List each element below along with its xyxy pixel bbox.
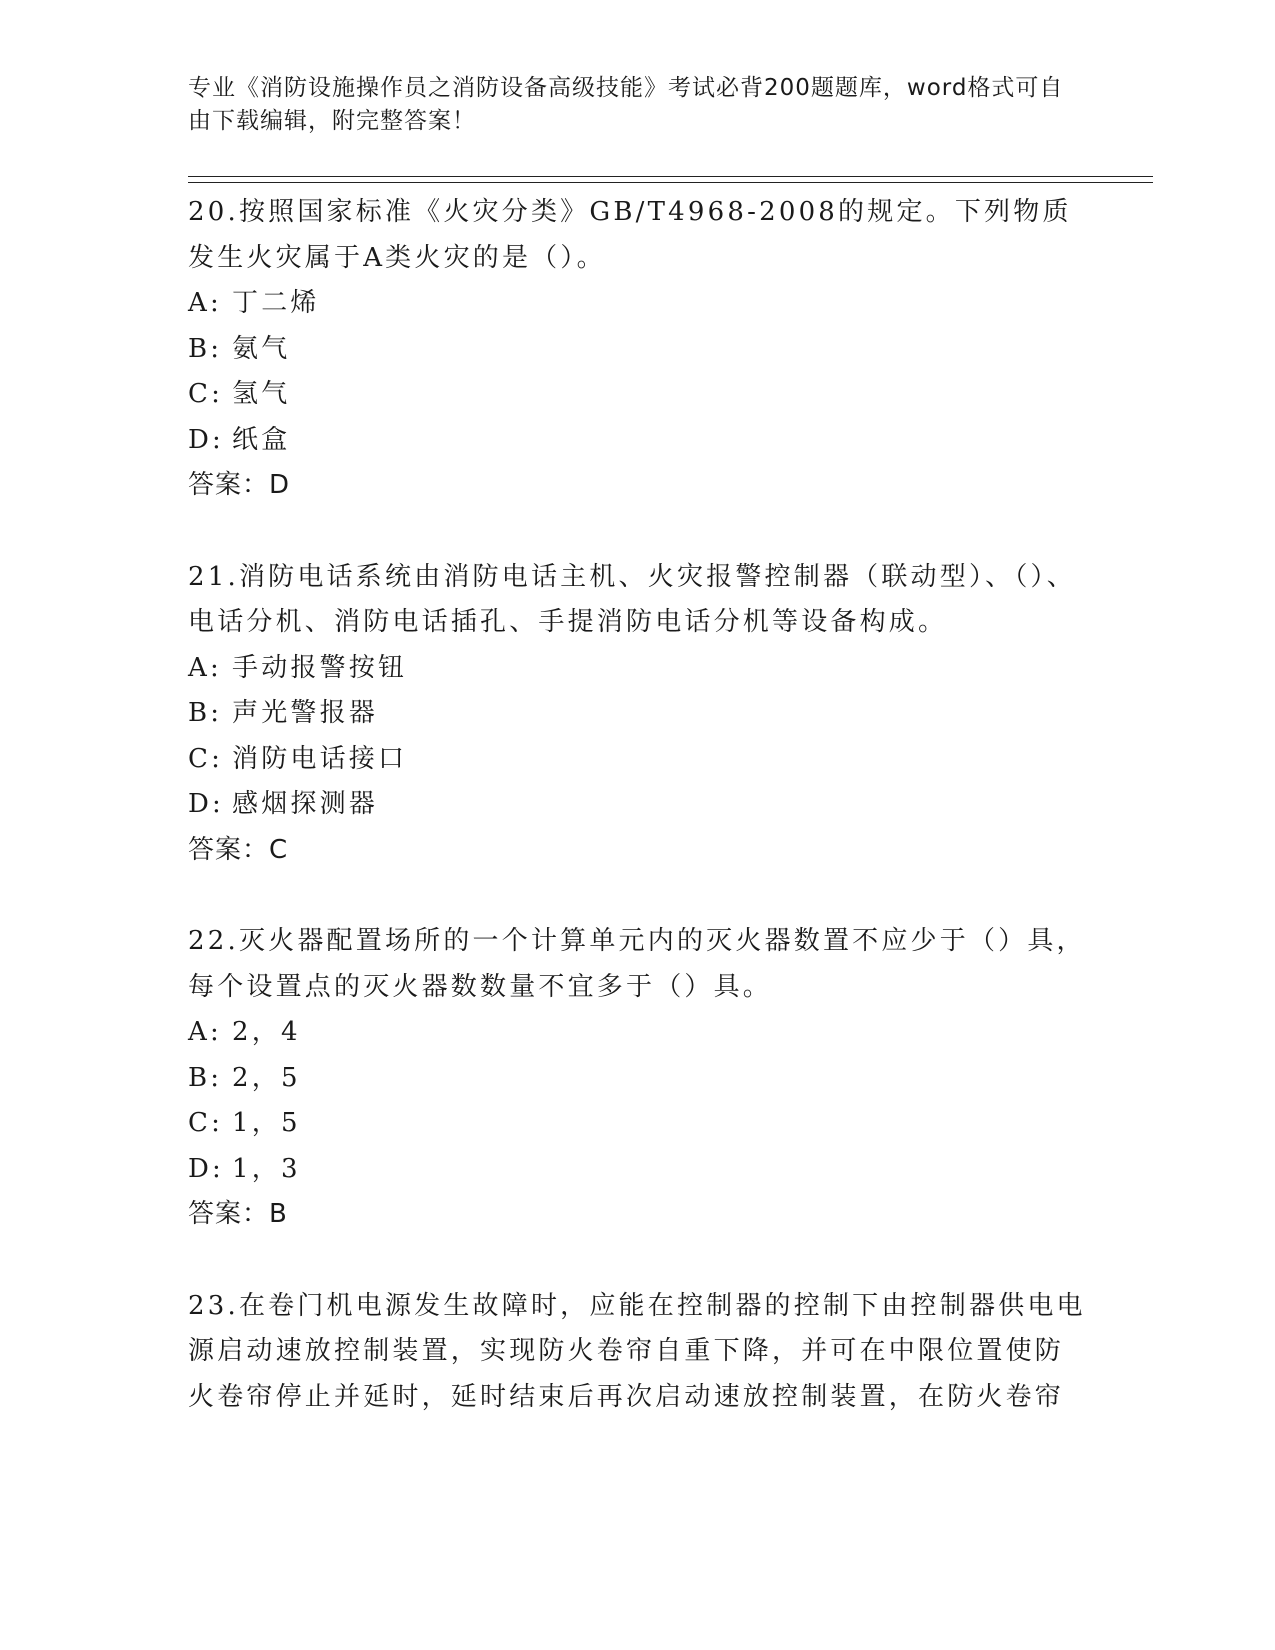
option-text: 感烟探测器 — [232, 789, 379, 819]
option-d — [188, 1147, 1088, 1193]
option-text: 手动报警按钮 — [232, 652, 408, 683]
option-letter: C: — [188, 1108, 224, 1138]
option-text: 1，5 — [232, 1108, 301, 1138]
option-c — [188, 1101, 1088, 1147]
option-c — [188, 372, 1088, 418]
header-divider-bottom — [188, 182, 1153, 183]
option-letter: B: — [188, 698, 223, 728]
question-spacer — [188, 1238, 1088, 1284]
option-letter: C: — [188, 379, 224, 409]
question-stem: 21.消防电话系统由消防电话主机、火灾报警控制器（联动型）、（）、电话分机、消防电话插孔、手提消防电话分机等设备构成。 — [188, 561, 1076, 637]
question-spacer — [188, 873, 1088, 919]
option-text: 消防电话接口 — [232, 743, 408, 774]
option-text: 2，5 — [232, 1062, 301, 1093]
answer: 答案：D — [188, 470, 291, 500]
question-20 — [188, 190, 1088, 509]
option-letter: D: — [188, 789, 225, 819]
option-text: 声光警报器 — [232, 698, 379, 728]
option-letter: D: — [188, 424, 225, 455]
option-a — [188, 281, 1088, 327]
option-c — [188, 737, 1088, 783]
option-text: 纸盒 — [232, 424, 291, 455]
option-letter: C: — [188, 743, 224, 774]
option-text: 氨气 — [232, 333, 291, 364]
document-header: 专业《消防设施操作员之消防设备高级技能》考试必背200题题库，word格式可自由下载编辑，附完整答案！ — [188, 75, 1064, 134]
question-stem: 23.在卷门机电源发生故障时，应能在控制器的控制下由控制器供电电源启动速放控制装置，实现防火卷帘自重下降，并可在中限位置使防火卷帘停止并延时，延时结束后再次启动速放控制装置，在防火卷帘 — [188, 1290, 1086, 1412]
question-21 — [188, 555, 1088, 874]
option-text: 2，4 — [232, 1017, 301, 1047]
option-a — [188, 1010, 1088, 1056]
option-letter: A: — [188, 1017, 222, 1047]
option-b — [188, 691, 1088, 737]
question-list — [188, 190, 1088, 1420]
option-letter: A: — [188, 652, 222, 683]
option-d — [188, 418, 1088, 464]
option-text: 氢气 — [232, 379, 291, 409]
option-text: 1，3 — [232, 1153, 301, 1184]
option-letter: B: — [188, 1062, 223, 1093]
question-22 — [188, 919, 1088, 1238]
option-letter: B: — [188, 333, 223, 364]
question-stem: 20.按照国家标准《火灾分类》GB/T4968-2008的规定。下列物质发生火灾属于A类火灾的是（）。 — [188, 197, 1072, 273]
option-a — [188, 646, 1088, 692]
question-spacer — [188, 509, 1088, 555]
header-divider-top — [188, 176, 1153, 177]
option-b — [188, 327, 1088, 373]
option-b — [188, 1056, 1088, 1102]
answer: 答案：B — [188, 1199, 288, 1229]
answer: 答案：C — [188, 834, 289, 865]
option-text: 丁二烯 — [232, 288, 320, 318]
question-stem: 22.灭火器配置场所的一个计算单元内的灭火器数置不应少于（）具，每个设置点的灭火器数数量不宜多于（）具。 — [188, 926, 1086, 1002]
question-23 — [188, 1284, 1088, 1421]
option-letter: A: — [188, 288, 222, 318]
option-letter: D: — [188, 1153, 225, 1184]
option-d — [188, 782, 1088, 828]
